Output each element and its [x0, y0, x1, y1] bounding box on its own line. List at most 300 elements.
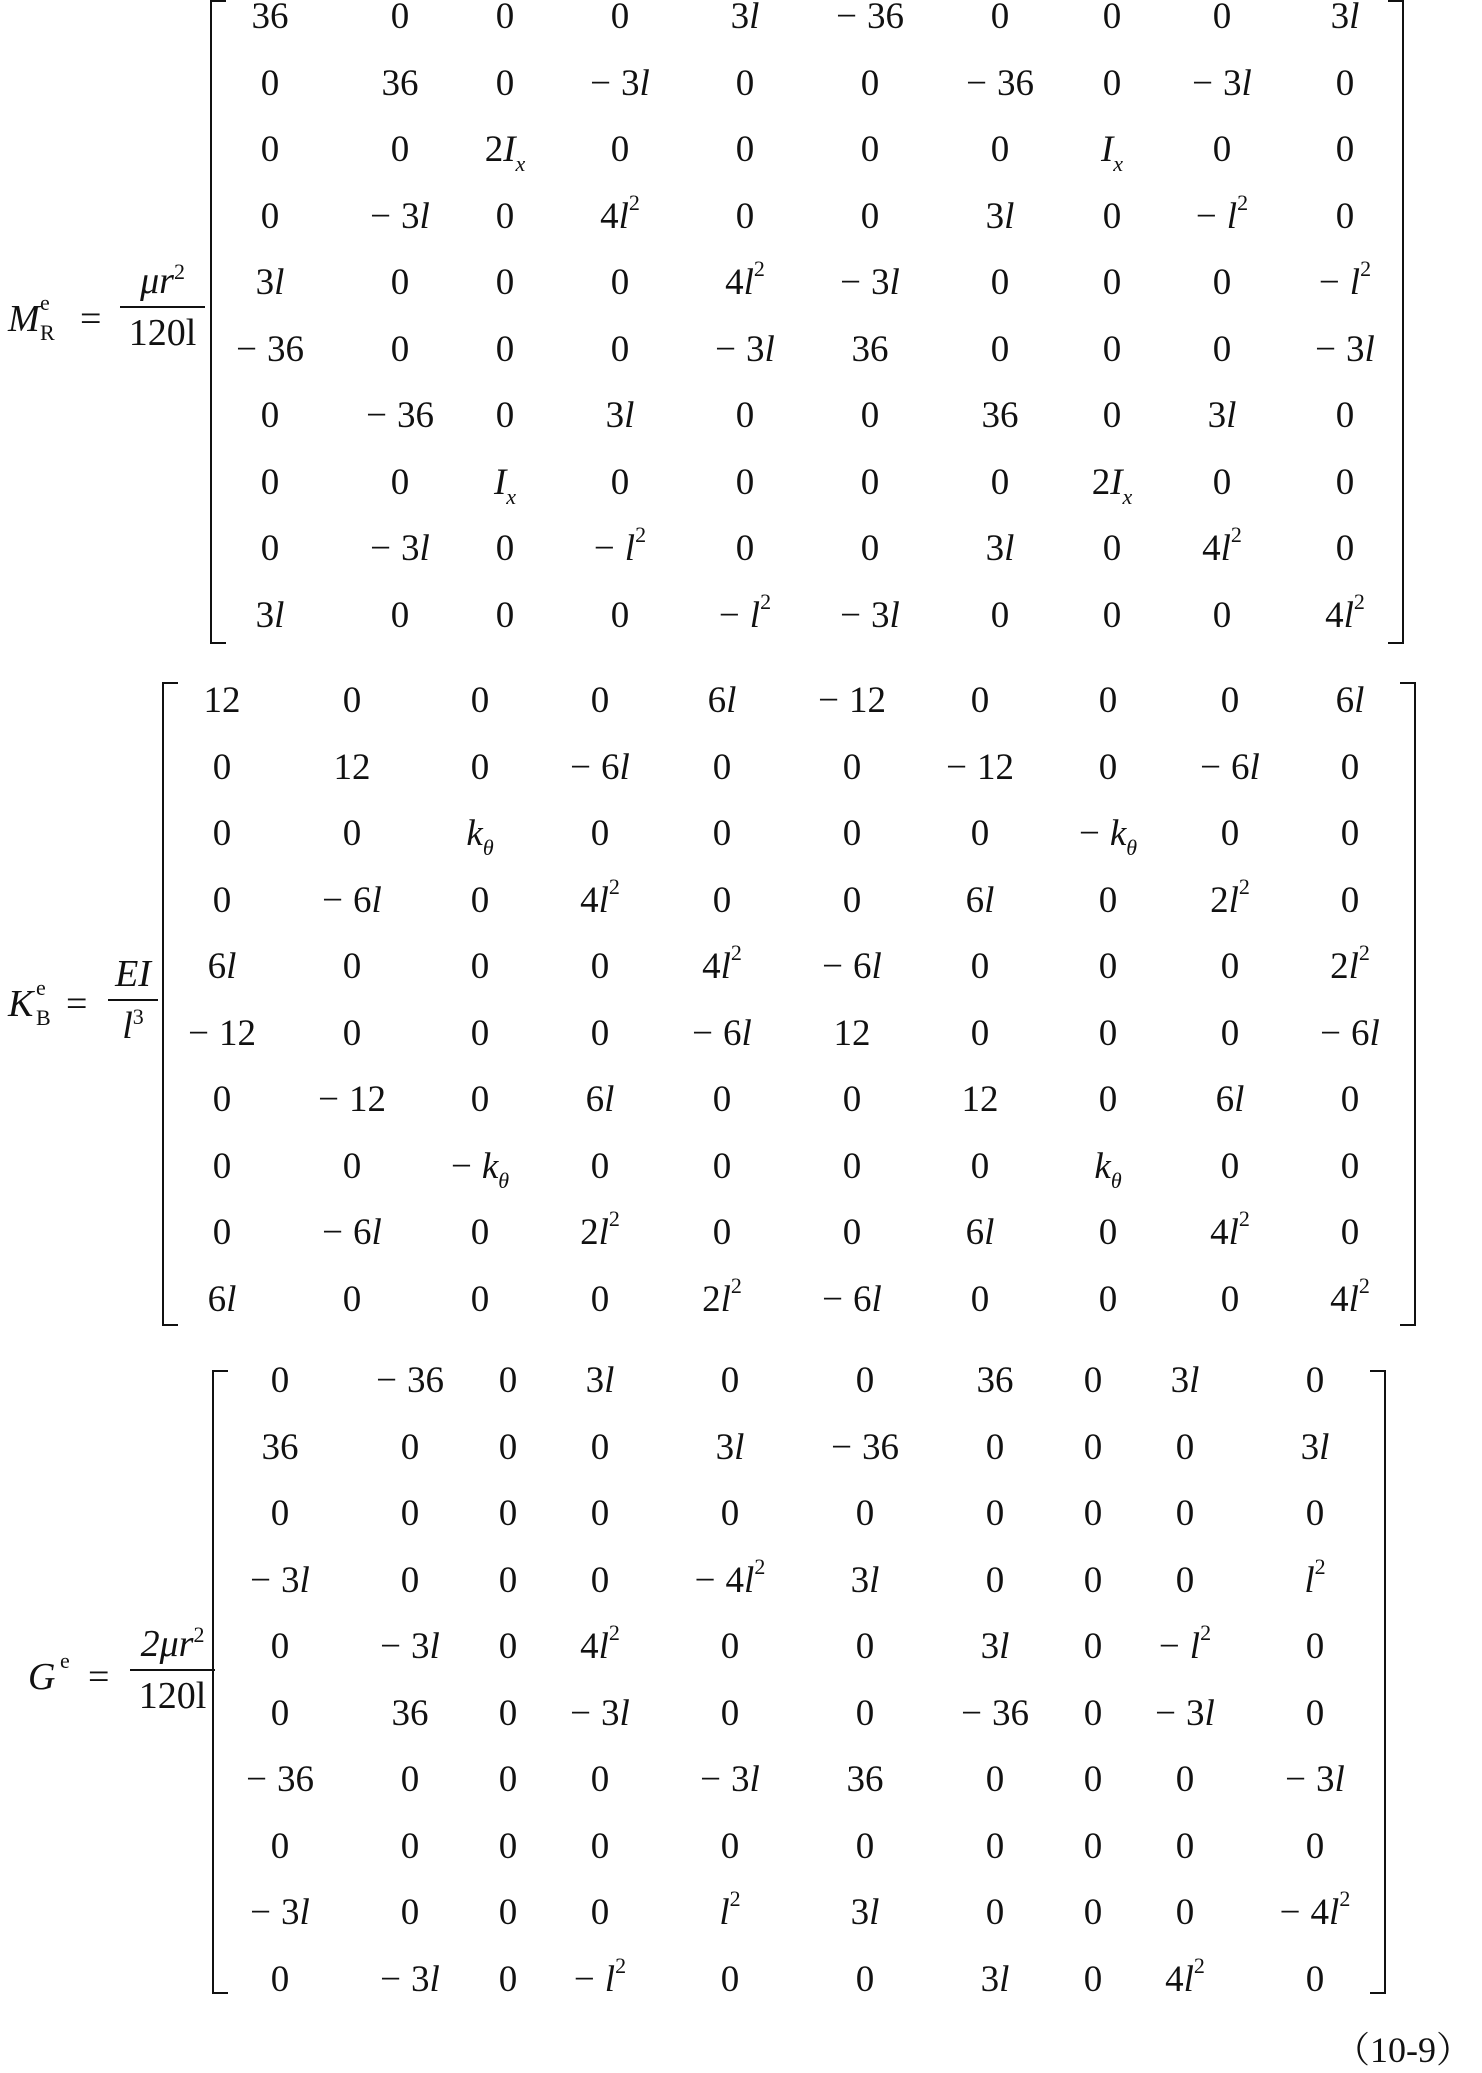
- matrix-cell: 3l: [985, 528, 1015, 569]
- matrix-cell: 0: [1220, 1278, 1240, 1320]
- matrix-cell: 0: [212, 746, 232, 788]
- matrix-cell: $4l^2$: [600, 189, 640, 237]
- matrix-cell: 0: [1340, 879, 1360, 921]
- matrix-cell: 3l: [1300, 1426, 1330, 1468]
- matrix-cell: 0: [400, 1559, 420, 1601]
- matrix-cell: 0: [1305, 1692, 1325, 1734]
- matrix-cell: 0: [390, 328, 410, 370]
- matrix-cell: 0: [470, 1012, 490, 1054]
- matrix-cell: − 36: [961, 1692, 1029, 1734]
- matrix-cell: 0: [342, 946, 362, 987]
- matrix-cell: 0: [712, 746, 732, 788]
- matrix-cell: 12: [333, 746, 371, 788]
- matrix-cell: 12: [833, 1012, 871, 1054]
- matrix-cell: 0: [342, 680, 362, 721]
- matrix-cell: 0: [1083, 1559, 1103, 1601]
- matrix-cell: 6l: [207, 946, 237, 987]
- matrix-cell: 0: [1098, 680, 1118, 721]
- matrix-cell: 0: [610, 0, 630, 37]
- equals-sign: =: [88, 1656, 110, 1698]
- matrix-cell: 0: [842, 1079, 862, 1120]
- matrix-cell: 0: [260, 528, 280, 569]
- matrix-cell: 0: [1335, 461, 1355, 503]
- matrix-cell: − 6l: [1320, 1012, 1380, 1054]
- matrix-cell: 0: [495, 395, 515, 436]
- matrix-cell: 0: [1220, 813, 1240, 854]
- matrix-cell: $l^2$: [719, 1886, 741, 1933]
- matrix-cell: $4l^2$: [1330, 1272, 1370, 1320]
- matrix-cell: 0: [860, 395, 880, 436]
- matrix-cell: 0: [590, 680, 610, 721]
- matrix-cell: 0: [498, 1692, 518, 1734]
- mass-coefficient: $\mu r^2$ 120l: [120, 262, 205, 352]
- matrix-cell: 0: [735, 195, 755, 237]
- matrix-cell: 3l: [1170, 1360, 1200, 1401]
- matrix-cell: 36: [976, 1360, 1014, 1401]
- equation-number: （10-9）: [1334, 2030, 1472, 2070]
- matrix-cell: 0: [495, 328, 515, 370]
- matrix-cell: 3l: [850, 1559, 880, 1601]
- matrix-cell: 0: [610, 594, 630, 636]
- matrix-cell: 0: [212, 879, 232, 921]
- matrix-cell: $4l^2$: [725, 256, 765, 303]
- matrix-cell: 0: [1305, 1360, 1325, 1401]
- matrix-cell: 36: [251, 0, 289, 37]
- matrix-cell: 0: [260, 62, 280, 104]
- matrix-cell: − $4l^2$: [694, 1553, 766, 1601]
- matrix-cell: − 12: [818, 680, 886, 721]
- matrix-cell: 0: [590, 813, 610, 854]
- matrix-cell: 0: [590, 1278, 610, 1320]
- matrix-cell: 0: [260, 129, 280, 170]
- matrix-cell: 0: [212, 1145, 232, 1187]
- matrix-cell: 0: [270, 1958, 290, 2000]
- stiffness-matrix-symbol: K e B: [8, 975, 51, 1030]
- matrix-cell: − 3l: [840, 262, 900, 303]
- matrix-cell: $2l^2$: [1210, 873, 1250, 921]
- matrix-cell: 0: [270, 1692, 290, 1734]
- matrix-cell: 0: [712, 813, 732, 854]
- matrix-cell: 3l: [730, 0, 760, 37]
- matrix-cell: 0: [1220, 946, 1240, 987]
- matrix-cell: 0: [1175, 1892, 1195, 1933]
- matrix-cell: 0: [498, 1759, 518, 1800]
- matrix-cell: 6l: [207, 1278, 237, 1320]
- matrix-cell: 36: [261, 1426, 299, 1468]
- matrix-cell: 0: [270, 1626, 290, 1667]
- matrix-cell: 0: [990, 262, 1010, 303]
- matrix-cell: 12: [203, 680, 241, 721]
- matrix-cell: 0: [735, 129, 755, 170]
- matrix-cell: 0: [712, 879, 732, 921]
- matrix-cell: 0: [260, 461, 280, 503]
- matrix-cell: $I_x$: [493, 461, 517, 509]
- matrix-cell: 0: [498, 1892, 518, 1933]
- matrix-cell: $k_\theta$: [1094, 1145, 1122, 1193]
- matrix-cell: 0: [498, 1958, 518, 2000]
- matrix-cell: − 3l: [370, 528, 430, 569]
- matrix-cell: 0: [860, 129, 880, 170]
- matrix-cell: − 36: [966, 62, 1034, 104]
- matrix-cell: 0: [860, 528, 880, 569]
- matrix-cell: 6l: [965, 1212, 995, 1253]
- matrix-cell: 0: [1102, 62, 1122, 104]
- matrix-cell: 0: [610, 328, 630, 370]
- matrix-cell: 0: [1220, 680, 1240, 721]
- matrix-cell: 0: [720, 1692, 740, 1734]
- matrix-cell: 3l: [715, 1426, 745, 1468]
- matrix-cell: $2l^2$: [580, 1206, 620, 1253]
- equals-sign: =: [66, 983, 88, 1025]
- matrix-cell: − 3l: [250, 1892, 310, 1933]
- matrix-cell: 0: [470, 879, 490, 921]
- equals-sign: =: [80, 298, 102, 340]
- matrix-cell: 0: [990, 594, 1010, 636]
- matrix-cell: 0: [590, 1145, 610, 1187]
- matrix-cell: − $4l^2$: [1279, 1886, 1351, 1933]
- matrix-cell: 0: [1220, 1145, 1240, 1187]
- matrix-cell: 36: [391, 1692, 429, 1734]
- matrix-cell: 0: [470, 1212, 490, 1253]
- matrix-cell: 0: [735, 461, 755, 503]
- matrix-cell: 0: [1340, 813, 1360, 854]
- matrix-cell: 0: [720, 1626, 740, 1667]
- matrix-cell: 0: [470, 1079, 490, 1120]
- matrix-cell: 0: [1340, 1079, 1360, 1120]
- matrix-cell: − 36: [376, 1360, 444, 1401]
- matrix-cell: 0: [1102, 594, 1122, 636]
- matrix-cell: 0: [270, 1493, 290, 1534]
- matrix-cell: 0: [400, 1493, 420, 1534]
- matrix-cell: 0: [498, 1426, 518, 1468]
- matrix-cell: 0: [1212, 461, 1232, 503]
- matrix-cell: 0: [590, 1559, 610, 1601]
- matrix-cell: − 36: [366, 395, 434, 436]
- matrix-cell: 0: [390, 461, 410, 503]
- matrix-cell: − 6l: [1200, 746, 1260, 788]
- matrix-cell: − $l^2$: [593, 522, 647, 569]
- matrix-cell: 0: [990, 328, 1010, 370]
- matrix-cell: − 3l: [700, 1759, 760, 1800]
- matrix-cell: 0: [495, 62, 515, 104]
- matrix-cell: 0: [1098, 1012, 1118, 1054]
- matrix-cell: 0: [1083, 1958, 1103, 2000]
- matrix-cell: 6l: [1215, 1079, 1245, 1120]
- matrix-cell: 0: [1305, 1958, 1325, 2000]
- matrix-cell: 0: [1335, 528, 1355, 569]
- matrix-cell: 0: [390, 0, 410, 37]
- left-bracket: [212, 1370, 228, 1994]
- right-bracket: [1370, 1370, 1386, 1994]
- matrix-cell: $2I_x$: [1091, 461, 1133, 509]
- matrix-cell: 0: [470, 946, 490, 987]
- matrix-cell: − $l^2$: [573, 1952, 627, 2000]
- matrix-cell: $4l^2$: [1210, 1206, 1250, 1253]
- matrix-cell: 36: [381, 62, 419, 104]
- matrix-cell: − 3l: [370, 195, 430, 237]
- matrix-cell: 3l: [980, 1958, 1010, 2000]
- matrix-cell: 0: [342, 1012, 362, 1054]
- matrix-cell: − 36: [831, 1426, 899, 1468]
- matrix-cell: 0: [855, 1825, 875, 1867]
- matrix-cell: 0: [842, 879, 862, 921]
- matrix-cell: 0: [1335, 62, 1355, 104]
- matrix-cell: 0: [610, 461, 630, 503]
- matrix-cell: 0: [470, 1278, 490, 1320]
- matrix-cell: − 12: [188, 1012, 256, 1054]
- matrix-cell: 0: [590, 1759, 610, 1800]
- matrix-cell: 0: [495, 0, 515, 37]
- mass-matrix-symbol: M e R: [8, 290, 55, 345]
- matrix-cell: 3l: [1330, 0, 1360, 37]
- matrix-cell: 0: [1083, 1692, 1103, 1734]
- matrix-cell: 0: [985, 1559, 1005, 1601]
- matrix-cell: 12: [961, 1079, 999, 1120]
- gyroscopic-coefficient: $2\mu r^2$ 120l: [130, 1625, 215, 1715]
- matrix-cell: 0: [610, 262, 630, 303]
- matrix-cell: − 3l: [1155, 1692, 1215, 1734]
- matrix-cell: 0: [495, 594, 515, 636]
- matrix-cell: 0: [342, 813, 362, 854]
- matrix-cell: $4l^2$: [1325, 588, 1365, 636]
- matrix-cell: 0: [590, 1493, 610, 1534]
- matrix-cell: 0: [1335, 195, 1355, 237]
- matrix-cell: 3l: [985, 195, 1015, 237]
- matrix-cell: − 3l: [590, 62, 650, 104]
- matrix-cell: 0: [590, 1012, 610, 1054]
- matrix-cell: 0: [970, 1012, 990, 1054]
- matrix-cell: 0: [400, 1759, 420, 1800]
- matrix-cell: 0: [842, 1145, 862, 1187]
- matrix-cell: 3l: [1207, 395, 1237, 436]
- matrix-cell: 0: [985, 1892, 1005, 1933]
- matrix-cell: 0: [1102, 0, 1122, 37]
- matrix-cell: 0: [1083, 1892, 1103, 1933]
- matrix-cell: 0: [400, 1825, 420, 1867]
- matrix-cell: − 3l: [1315, 328, 1375, 370]
- matrix-cell: − 3l: [1285, 1759, 1345, 1800]
- matrix-cell: 0: [970, 680, 990, 721]
- matrix-cell: 0: [590, 946, 610, 987]
- matrix-cell: 0: [1083, 1426, 1103, 1468]
- matrix-cell: 0: [495, 195, 515, 237]
- matrix-cell: 0: [1212, 0, 1232, 37]
- matrix-cell: 0: [860, 195, 880, 237]
- matrix-cell: 0: [1175, 1493, 1195, 1534]
- matrix-cell: − $l^2$: [1195, 189, 1249, 237]
- matrix-cell: 0: [1098, 879, 1118, 921]
- matrix-cell: 0: [712, 1145, 732, 1187]
- matrix-cell: 0: [1175, 1426, 1195, 1468]
- matrix-cell: − 6l: [692, 1012, 752, 1054]
- matrix-cell: 6l: [1335, 680, 1365, 721]
- matrix-cell: − 3l: [380, 1958, 440, 2000]
- matrix-cell: − 36: [836, 0, 904, 37]
- matrix-cell: 0: [1175, 1759, 1195, 1800]
- matrix-cell: 0: [1102, 395, 1122, 436]
- stiffness-coefficient: EI $l^3$: [108, 955, 158, 1045]
- matrix-cell: 0: [495, 262, 515, 303]
- matrix-cell: 0: [590, 1426, 610, 1468]
- matrix-cell: 0: [720, 1493, 740, 1534]
- matrix-cell: 0: [260, 395, 280, 436]
- matrix-cell: 36: [846, 1759, 884, 1800]
- matrix-cell: 0: [1098, 1212, 1118, 1253]
- matrix-cell: 0: [610, 129, 630, 170]
- matrix-cell: 0: [842, 746, 862, 788]
- matrix-cell: − 3l: [840, 594, 900, 636]
- matrix-cell: $4l^2$: [580, 1620, 620, 1667]
- matrix-cell: 0: [390, 594, 410, 636]
- matrix-cell: 0: [970, 1145, 990, 1187]
- matrix-cell: − 3l: [250, 1559, 310, 1601]
- matrix-cell: 0: [495, 528, 515, 569]
- matrix-cell: 0: [1102, 528, 1122, 569]
- matrix-cell: 0: [970, 813, 990, 854]
- matrix-cell: − 36: [246, 1759, 314, 1800]
- matrix-cell: 0: [720, 1825, 740, 1867]
- matrix-cell: 0: [470, 746, 490, 788]
- matrix-cell: − 6l: [822, 946, 882, 987]
- matrix-cell: 3l: [605, 395, 635, 436]
- matrix-cell: 0: [342, 1145, 362, 1187]
- matrix-cell: 0: [498, 1626, 518, 1667]
- matrix-cell: 0: [1175, 1825, 1195, 1867]
- matrix-cell: $4l^2$: [1165, 1952, 1205, 2000]
- matrix-cell: 0: [212, 813, 232, 854]
- matrix-cell: 0: [985, 1825, 1005, 1867]
- matrix-cell: $2l^2$: [1330, 940, 1370, 987]
- matrix-cell: 0: [720, 1958, 740, 2000]
- matrix-cell: 36: [981, 395, 1019, 436]
- matrix-cell: 0: [400, 1426, 420, 1468]
- matrix-cell: − 36: [236, 328, 304, 370]
- matrix-cell: 0: [712, 1079, 732, 1120]
- matrix-cell: 0: [498, 1360, 518, 1401]
- matrix-cell: 0: [970, 946, 990, 987]
- matrix-cell: 0: [1083, 1759, 1103, 1800]
- matrix-cell: 0: [270, 1360, 290, 1401]
- matrix-cell: 3l: [585, 1360, 615, 1401]
- matrix-cell: − $l^2$: [1318, 256, 1372, 303]
- matrix-cell: 6l: [707, 680, 737, 721]
- matrix-cell: 0: [970, 1278, 990, 1320]
- matrix-cell: $4l^2$: [702, 940, 742, 987]
- matrix-cell: 0: [400, 1892, 420, 1933]
- gyroscopic-matrix-symbol: G e: [28, 1648, 70, 1698]
- matrix-cell: − 3l: [570, 1692, 630, 1734]
- matrix-cell: $2l^2$: [702, 1272, 742, 1320]
- matrix-cell: 0: [1098, 946, 1118, 987]
- matrix-cell: 0: [1083, 1626, 1103, 1667]
- matrix-cell: 0: [1340, 1145, 1360, 1187]
- matrix-cell: 0: [842, 1212, 862, 1253]
- matrix-cell: 0: [1212, 262, 1232, 303]
- matrix-cell: 0: [342, 1278, 362, 1320]
- matrix-cell: 0: [390, 262, 410, 303]
- matrix-cell: 0: [735, 528, 755, 569]
- matrix-cell: 0: [855, 1692, 875, 1734]
- matrix-cell: $4l^2$: [1202, 522, 1242, 569]
- matrix-cell: 0: [990, 129, 1010, 170]
- matrix-cell: 0: [860, 461, 880, 503]
- matrix-cell: 0: [1212, 328, 1232, 370]
- matrix-cell: − 12: [946, 746, 1014, 788]
- matrix-cell: 0: [985, 1493, 1005, 1534]
- matrix-cell: 0: [855, 1626, 875, 1667]
- matrix-cell: 0: [498, 1559, 518, 1601]
- matrix-cell: 3l: [980, 1626, 1010, 1667]
- matrix-cell: $I_x$: [1100, 129, 1124, 176]
- matrix-cell: − $l^2$: [1158, 1620, 1212, 1667]
- matrix-cell: 0: [1212, 129, 1232, 170]
- matrix-cell: − 6l: [570, 746, 630, 788]
- matrix-cell: 0: [1098, 746, 1118, 788]
- matrix-cell: 0: [1083, 1825, 1103, 1867]
- matrix-cell: 0: [1305, 1493, 1325, 1534]
- matrix-cell: 0: [855, 1360, 875, 1401]
- matrix-cell: 0: [590, 1825, 610, 1867]
- matrix-cell: 0: [1220, 1012, 1240, 1054]
- matrix-cell: 0: [842, 813, 862, 854]
- matrix-cell: 0: [498, 1825, 518, 1867]
- matrix-cell: 0: [1212, 594, 1232, 636]
- matrix-cell: 0: [260, 195, 280, 237]
- matrix-cell: 0: [985, 1759, 1005, 1800]
- matrix-cell: 0: [1335, 395, 1355, 436]
- matrix-cell: 3l: [850, 1892, 880, 1933]
- matrix-cell: − $l^2$: [718, 588, 772, 636]
- matrix-cell: − 3l: [1192, 62, 1252, 104]
- matrix-cell: 0: [1102, 262, 1122, 303]
- matrix-cell: 0: [1335, 129, 1355, 170]
- matrix-cell: 0: [1175, 1559, 1195, 1601]
- matrix-cell: 0: [735, 395, 755, 436]
- matrix-cell: − $k_\theta$: [450, 1145, 510, 1193]
- matrix-cell: 0: [735, 62, 755, 104]
- matrix-cell: 0: [1340, 1212, 1360, 1253]
- matrix-cell: $4l^2$: [580, 873, 620, 921]
- matrix-cell: 0: [590, 1892, 610, 1933]
- matrix-cell: − 6l: [822, 1278, 882, 1320]
- matrix-cell: 6l: [965, 879, 995, 921]
- matrix-cell: 0: [985, 1426, 1005, 1468]
- matrix-cell: $l^2$: [1304, 1553, 1326, 1601]
- matrix-cell: 3l: [255, 262, 285, 303]
- matrix-cell: 0: [1083, 1493, 1103, 1534]
- matrix-cell: 0: [720, 1360, 740, 1401]
- matrix-cell: $k_\theta$: [466, 813, 494, 860]
- matrix-cell: 0: [1083, 1360, 1103, 1401]
- matrix-cell: 0: [712, 1212, 732, 1253]
- matrix-cell: 0: [1305, 1825, 1325, 1867]
- matrix-cell: 0: [390, 129, 410, 170]
- matrix-cell: $2I_x$: [484, 129, 526, 176]
- matrix-cell: 0: [1305, 1626, 1325, 1667]
- matrix-cell: 0: [990, 0, 1010, 37]
- matrix-cell: 0: [860, 62, 880, 104]
- matrix-cell: 0: [1102, 195, 1122, 237]
- matrix-cell: 0: [1102, 328, 1122, 370]
- matrix-cell: − $k_\theta$: [1078, 813, 1138, 860]
- matrix-cell: 0: [855, 1493, 875, 1534]
- matrix-cell: 0: [1098, 1079, 1118, 1120]
- matrix-cell: − 3l: [715, 328, 775, 370]
- matrix-cell: 6l: [585, 1079, 615, 1120]
- matrix-cell: 0: [1098, 1278, 1118, 1320]
- matrix-cell: 0: [270, 1825, 290, 1867]
- matrix-cell: − 12: [318, 1079, 386, 1120]
